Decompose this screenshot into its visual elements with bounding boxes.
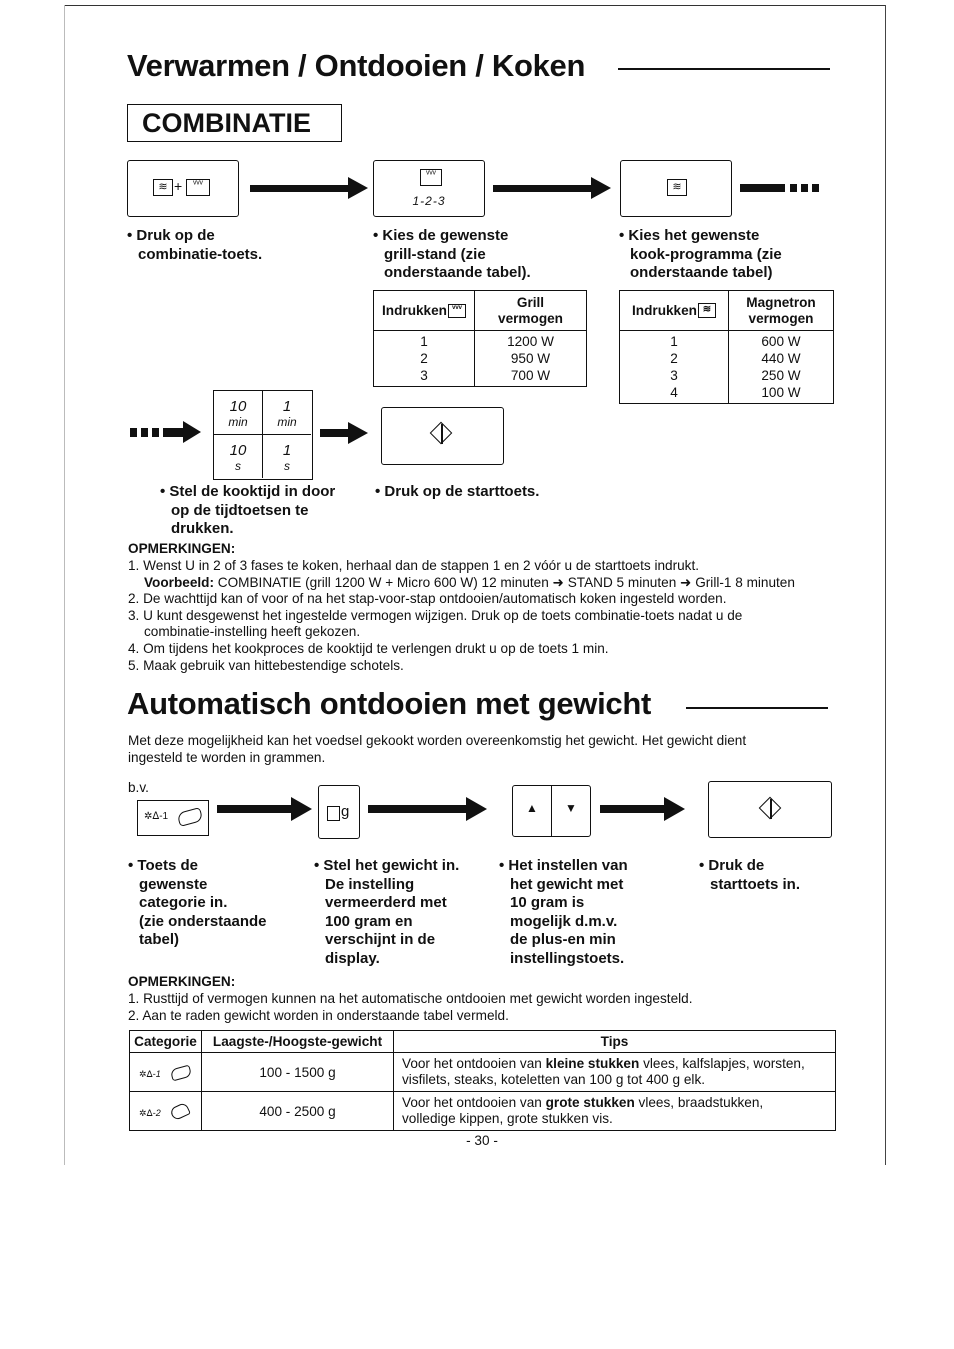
- defrost-category-table: [129, 1030, 836, 1131]
- timer-key-10-s[interactable]: 10 s: [214, 435, 263, 478]
- combination-key-panel: [127, 160, 239, 217]
- weight-unit: g: [341, 803, 350, 820]
- weight-range-cell: 100 - 1500 g: [202, 1053, 394, 1092]
- step-set-weight: • Stel het gewicht in. De instelling vermeerderd met 100 gram en verschijnt in de display.: [314, 857, 460, 967]
- subtitle-combinatie: COMBINATIE: [142, 108, 311, 138]
- weight-range-cell: 400 - 2500 g: [202, 1092, 394, 1131]
- step-press-combination: • Druk op de combinatie-toets.: [127, 227, 263, 263]
- microwave-icon: ≋: [667, 179, 687, 196]
- grill-level-label: 1-2-3: [412, 194, 446, 208]
- grill-icon: ᵛᵛᵛ: [186, 179, 210, 196]
- cat-header-category: Categorie: [130, 1031, 202, 1053]
- microwave-power-table: [619, 290, 834, 404]
- arrow-head: [664, 797, 685, 821]
- microwave-icon: ≋: [698, 303, 716, 318]
- grill-power-table: [373, 290, 587, 387]
- example-label: b.v.: [128, 780, 149, 795]
- arrow-right-icon: [600, 805, 666, 813]
- grill-table-header-power: Grill vermogen: [475, 291, 587, 331]
- step-press-start-2: • Druk de starttoets in.: [699, 857, 801, 893]
- microwave-icon: ≋: [153, 179, 173, 196]
- start-key-panel[interactable]: [381, 407, 504, 465]
- arrow-head: [591, 177, 611, 199]
- intro-text: Met deze mogelijkheid kan het voedsel gekookt worden overeenkomstig het gewicht. Het gewicht dient ingesteld te worden in grammen.: [128, 733, 747, 765]
- arrow-right-icon: [250, 185, 350, 192]
- micro-table-header-press: Indrukken ≋: [620, 291, 729, 331]
- timer-key-1-s[interactable]: 1 s: [282, 442, 292, 473]
- cat-header-weight: Laagste-/Hoogste-gewicht: [202, 1031, 394, 1053]
- poultry-icon: [169, 1102, 191, 1121]
- grill-icon: ᵛᵛᵛ: [448, 304, 466, 318]
- minus-button[interactable]: [552, 786, 590, 836]
- section-title-weight-defrost: Automatisch ontdooien met gewicht: [127, 686, 652, 721]
- weight-display-panel: [318, 785, 360, 839]
- step-press-start: • Druk op de starttoets.: [375, 483, 540, 500]
- notes-list-1: 1. Wenst U in 2 of 3 fases te koken, herhaal dan de stappen 1 en 2 vóór u de starttoets indrukt. Voorbeeld: COMBINATIE (grill 1200 W + Micro 600 W) 12 minuten ➜ STAND 5 minuten ➜ Grill-1 8 minuten 2. De wachttijd kan of voor of na het stap-voor-stap ontdooien/automatisch koken ingesteld worden. 3. U kunt desgewenst het ingestelde vermogen wijzigen. Druk op de toets combinatie-toets nadat u de combinatie-instelling heeft gekozen. 4. Om tijdens het kookproces de kooktijd te verlengen drukt u op de toets 1 min. 5. Maak gebruik van hittebestendige schotels.: [128, 558, 848, 674]
- arrow-right-icon: [320, 429, 350, 437]
- arrow-right-icon: [368, 805, 468, 813]
- arrow-up-icon: ▲: [526, 801, 538, 815]
- notes-heading-1: OPMERKINGEN:: [128, 541, 236, 556]
- grill-icon: ᵛᵛᵛ: [420, 169, 442, 186]
- snowflake-icon: ✲ᐃ-: [139, 1107, 156, 1118]
- tips-cell: Voor het ontdooien van kleine stukken vlees, kalfslapjes, worsten, visfilets, steaks, koteletten van 100 g tot 400 g elk.: [394, 1053, 836, 1092]
- tips-cell: Voor het ontdooien van grote stukken vlees, braadstukken, volledige kippen, grote stukken vis.: [394, 1092, 836, 1131]
- example-line: Voorbeeld: COMBINATIE (grill 1200 W + Micro 600 W) 12 minuten ➜ STAND 5 minuten ➜ Grill-1 8 minuten: [144, 574, 795, 590]
- plus-sign: +: [174, 178, 183, 194]
- start-key-panel-2[interactable]: [708, 781, 832, 838]
- category-cell: ✲ᐃ-1: [130, 1053, 202, 1092]
- grill-table-header-press: Indrukken ᵛᵛᵛ: [374, 291, 475, 331]
- grill-table-presses: 1 2 3: [374, 331, 475, 387]
- page-left-border: [64, 5, 65, 1165]
- arrow-head: [348, 422, 368, 444]
- notes-list-2: 1. Rusttijd of vermogen kunnen na het automatische ontdooien met gewicht worden ingesteld. 2. Aan te raden gewicht worden in onderstaande tabel vermeld.: [128, 991, 693, 1023]
- snowflake-icon: ✲ᐃ-: [139, 1068, 156, 1079]
- timer-key-10-min[interactable]: 10 min: [214, 391, 263, 435]
- cat-header-tips: Tips: [394, 1031, 836, 1053]
- plus-minus-panel: [512, 785, 591, 837]
- notes-heading-2: OPMERKINGEN:: [128, 974, 236, 989]
- page-top-border: [64, 5, 886, 6]
- arrow-right-icon: [493, 185, 593, 192]
- table-row: [130, 1092, 836, 1131]
- weight-icon: [327, 806, 340, 821]
- title-rule: [686, 707, 828, 709]
- step-set-time: • Stel de kooktijd in door op de tijdtoetsen te drukken.: [160, 483, 336, 537]
- dashed-arrow-continue: [740, 184, 820, 192]
- arrow-down-icon: ▼: [565, 801, 577, 815]
- micro-table-values: 600 W 440 W 250 W 100 W: [729, 331, 834, 404]
- table-row: [130, 1053, 836, 1092]
- step-select-grill: • Kies de gewenste grill-stand (zie onderstaande tabel).: [373, 227, 531, 281]
- subtitle-box: [127, 104, 342, 142]
- step-adjust-weight: • Het instellen van het gewicht met 10 gram is mogelijk d.m.v. de plus-en min instellingstoets.: [499, 857, 628, 967]
- section-title-combination: Verwarmen / Ontdooien / Koken: [127, 48, 586, 83]
- micro-table-header-power: Magnetron vermogen: [729, 291, 834, 331]
- page-right-border: [885, 5, 886, 1165]
- grill-key-panel: [373, 160, 485, 217]
- arrow-right-icon: [217, 805, 293, 813]
- timer-key-1-min[interactable]: 1 min: [263, 391, 311, 435]
- plus-button[interactable]: [513, 786, 552, 836]
- arrow-head: [466, 797, 487, 821]
- meat-icon: [169, 1065, 191, 1082]
- timer-keypad: [213, 390, 313, 480]
- microwave-key-panel: [620, 160, 732, 217]
- step-select-category: • Toets de gewenste categorie in. (zie onderstaande tabel): [128, 857, 267, 948]
- category-cell: ✲ᐃ-2: [130, 1092, 202, 1131]
- page-number: - 30 -: [466, 1133, 498, 1148]
- title-rule: [618, 68, 830, 70]
- snowflake-icon: ✲ᐃ-1: [144, 811, 169, 822]
- meat-icon: [177, 807, 204, 827]
- arrow-head: [291, 797, 312, 821]
- defrost-category-key[interactable]: [137, 800, 209, 836]
- arrow-head: [348, 177, 368, 199]
- dashed-arrow-in: [130, 428, 202, 437]
- micro-table-presses: 1 2 3 4: [620, 331, 729, 404]
- grill-table-values: 1200 W 950 W 700 W: [475, 331, 587, 387]
- step-select-program: • Kies het gewenste kook-programma (zie onderstaande tabel): [619, 227, 782, 281]
